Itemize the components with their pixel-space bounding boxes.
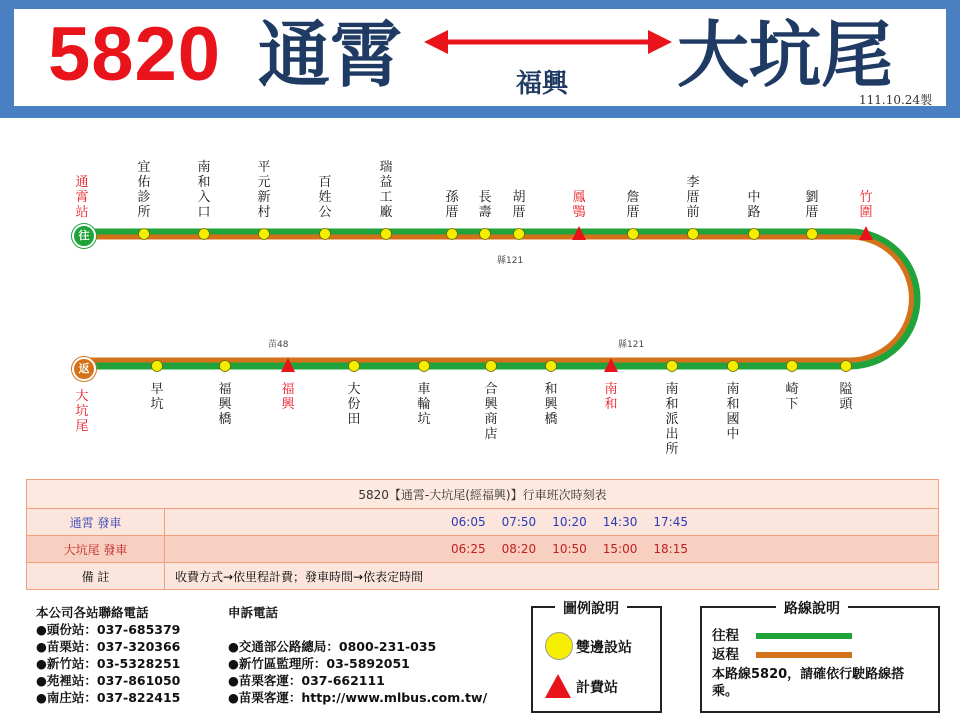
stop-marker	[259, 229, 270, 240]
stop-marker	[728, 361, 739, 372]
time: 14:30	[602, 515, 638, 529]
route-number: 5820	[48, 12, 222, 97]
row-label: 大坑尾 發車	[27, 536, 165, 563]
table-row	[27, 563, 939, 590]
stop-marker	[480, 229, 491, 240]
stop-marker	[688, 229, 699, 240]
legend-stop-label: 雙邊設站	[576, 640, 632, 656]
stop-label: 詹厝	[626, 190, 640, 220]
stop-label: 南和	[604, 382, 618, 412]
stop-label: 百姓公	[318, 175, 332, 220]
stop-label: 和興橋	[544, 382, 558, 427]
stop-label: 李厝前	[686, 175, 700, 220]
stop-marker	[514, 229, 525, 240]
times-cell	[165, 536, 939, 563]
complaint-item: ●苗栗客運：http://www.mlbus.com.tw/	[228, 690, 488, 705]
stop-marker	[320, 229, 331, 240]
complaints-title: 申訴電話	[228, 605, 279, 620]
stop-label: 福興	[281, 382, 295, 412]
stop-marker	[486, 361, 497, 372]
stop-label: 車輪坑	[417, 382, 431, 427]
stop-label: 胡厝	[512, 190, 526, 220]
via-label: 福興	[516, 69, 569, 99]
stop-marker	[749, 229, 760, 240]
stop-marker	[152, 361, 163, 372]
legend-toll-label: 計費站	[576, 680, 618, 696]
stop-label: 南和入口	[197, 160, 211, 220]
return-swatch	[756, 652, 852, 658]
start-terminal-label: 通霄站	[75, 175, 89, 220]
end-terminal-label: 大坑尾	[75, 389, 89, 434]
contact-item: ●苗栗站：037-320366	[36, 639, 181, 654]
stop-marker	[220, 361, 231, 372]
time: 07:50	[501, 515, 537, 529]
remark-label: 備 註	[27, 563, 165, 590]
return-label: 返程	[712, 647, 739, 663]
time: 06:25	[451, 542, 486, 556]
stop-label: 劉厝	[805, 190, 819, 220]
contact-item: ●苑裡站：037-861050	[36, 673, 181, 688]
row-label: 通霄 發車	[27, 509, 165, 536]
stop-label: 鳳鶚	[572, 190, 586, 220]
stop-label: 平元新村	[257, 160, 271, 220]
stop-label: 中路	[747, 190, 761, 220]
contacts-title: 本公司各站聯絡電話	[36, 605, 149, 620]
stop-label: 竹圍	[859, 190, 873, 220]
complaint-item: ●新竹區監理所：03-5892051	[228, 656, 410, 671]
table-row	[27, 536, 939, 563]
stop-label: 隘頭	[839, 382, 853, 412]
contact-item: ●新竹站：03-5328251	[36, 656, 181, 671]
stop-marker	[841, 361, 852, 372]
stop-marker	[139, 229, 150, 240]
stop-label: 宜佑診所	[137, 160, 151, 220]
time: 10:50	[552, 542, 587, 556]
times-cell	[165, 509, 939, 536]
time: 15:00	[602, 542, 638, 556]
return-badge: 返	[72, 357, 96, 381]
stop-marker	[447, 229, 458, 240]
stop-icon	[545, 632, 573, 660]
stop-label: 孫厝	[445, 190, 459, 220]
road-label-bottom-left: 苗48	[268, 340, 289, 350]
stop-marker	[419, 361, 430, 372]
route-note: 本路線5820，請確依行駛路線搭乘。	[712, 667, 905, 699]
outbound-swatch	[756, 633, 852, 639]
destination-title: 大坑尾	[677, 13, 894, 97]
stop-label: 早坑	[150, 382, 164, 412]
stop-label: 長壽	[478, 190, 492, 220]
time: 08:20	[501, 542, 537, 556]
legend-title: 圖例說明	[555, 598, 627, 618]
made-date: 111.10.24製	[859, 93, 933, 107]
stop-marker	[381, 229, 392, 240]
time: 18:15	[653, 542, 688, 556]
time: 17:45	[653, 515, 688, 529]
timetable	[26, 479, 939, 590]
stop-marker	[199, 229, 210, 240]
stop-label: 大份田	[347, 382, 361, 427]
stop-label: 瑞益工廠	[379, 160, 393, 220]
complaint-item: ●苗栗客運：037-662111	[228, 673, 385, 688]
stop-marker	[787, 361, 798, 372]
stop-marker	[628, 229, 639, 240]
road-label-bottom-right: 縣121	[618, 340, 645, 350]
toll-icon	[545, 674, 571, 698]
stop-label: 南和國中	[726, 382, 740, 442]
stop-label: 南和派出所	[665, 382, 679, 457]
contact-item: ●南庄站：037-822415	[36, 690, 181, 705]
time: 06:05	[451, 515, 486, 529]
stop-marker	[667, 361, 678, 372]
road-label-top: 縣121	[497, 256, 524, 266]
time: 10:20	[552, 515, 587, 529]
stop-marker	[546, 361, 557, 372]
stop-label: 崎下	[785, 382, 799, 412]
stop-marker	[349, 361, 360, 372]
timetable-title: 5820【通霄-大坑尾(經福興)】行車班次時刻表	[27, 480, 939, 509]
contact-item: ●頭份站：037-685379	[36, 622, 181, 637]
stop-label: 福興橋	[218, 382, 232, 427]
stop-label: 合興商店	[484, 382, 498, 442]
complaint-item: ●交通部公路總局：0800-231-035	[228, 639, 437, 654]
outbound-label: 往程	[712, 628, 739, 644]
remark-text: 收費方式→依里程計費；發車時間→依表定時間	[165, 563, 939, 590]
table-row	[27, 509, 939, 536]
route-notes-title: 路線說明	[776, 598, 848, 618]
origin-title: 通霄	[258, 13, 403, 97]
stop-marker	[807, 229, 818, 240]
outbound-badge: 往	[72, 224, 96, 248]
